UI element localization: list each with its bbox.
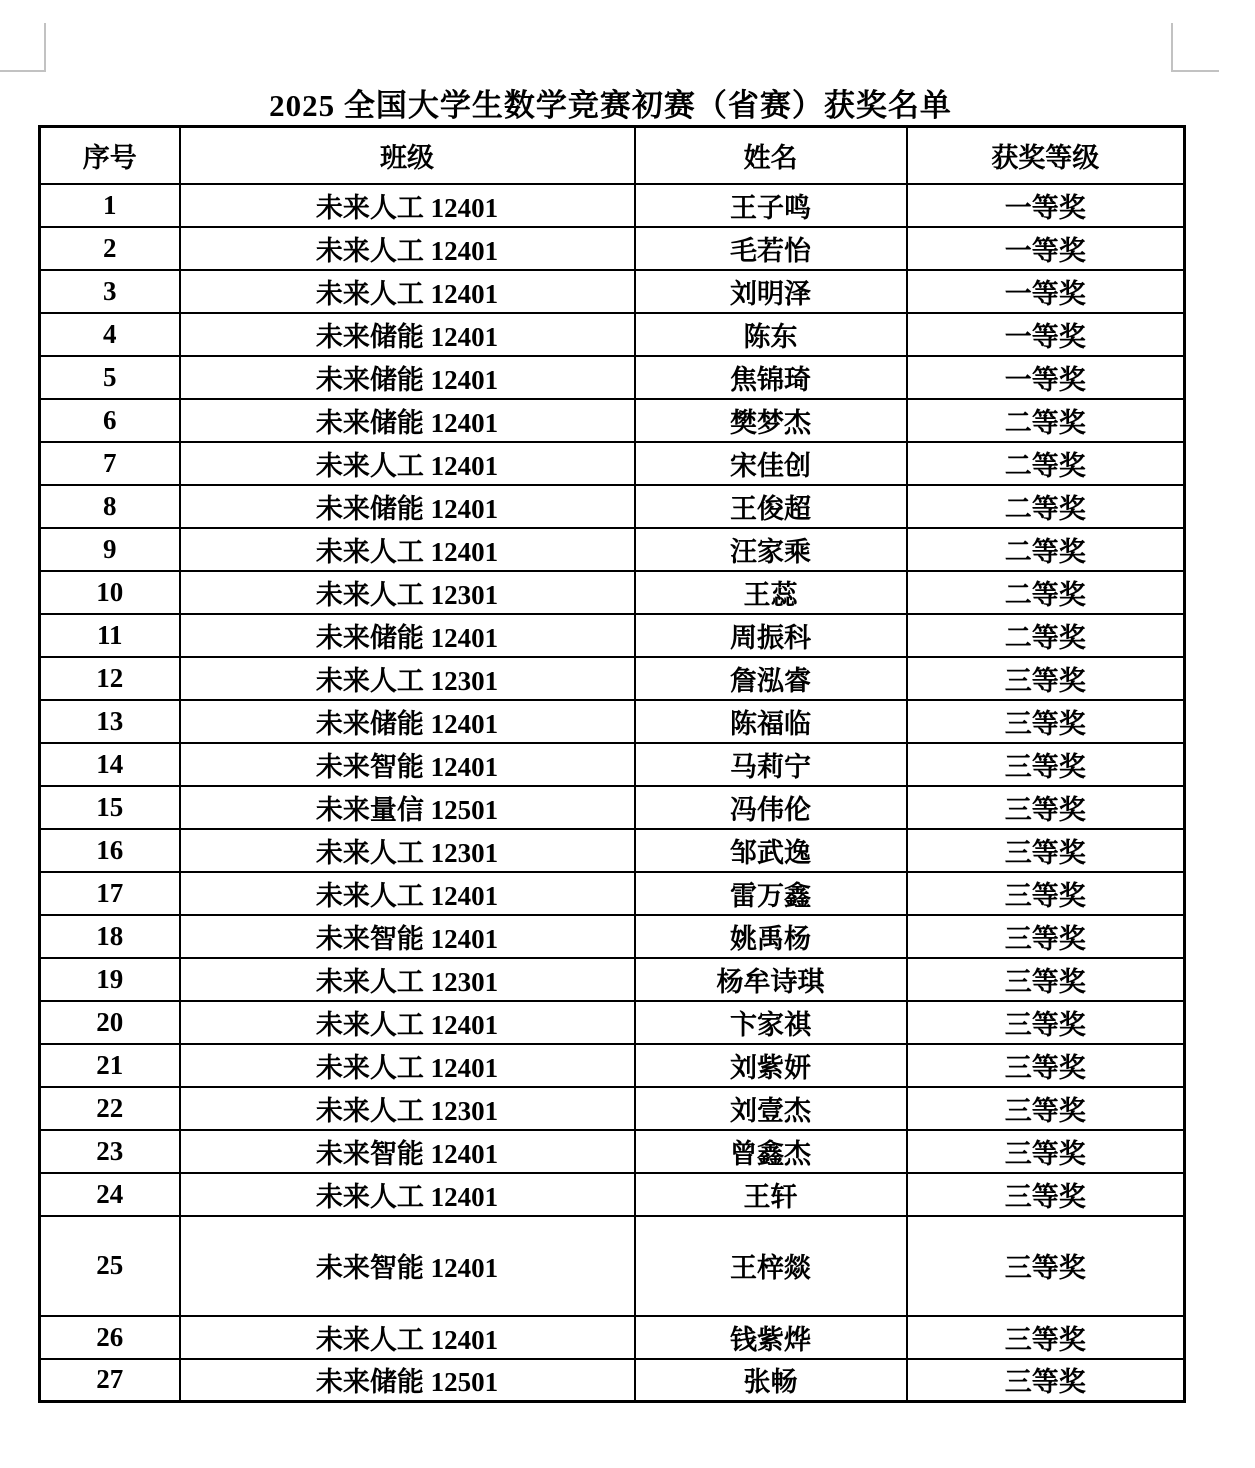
cell-name: 焦锦琦 — [635, 356, 907, 399]
cell-award: 三等奖 — [907, 1216, 1185, 1316]
award-table-body — [40, 184, 1185, 1402]
cell-name: 陈福临 — [635, 700, 907, 743]
header-cell-award: 获奖等级 — [907, 127, 1185, 184]
cell-index: 5 — [40, 356, 180, 399]
table-row — [40, 485, 1185, 528]
cell-award: 三等奖 — [907, 700, 1185, 743]
table-row — [40, 528, 1185, 571]
cell-name: 樊梦杰 — [635, 399, 907, 442]
table-row — [40, 614, 1185, 657]
cell-name: 卞家祺 — [635, 1001, 907, 1044]
cell-award: 一等奖 — [907, 356, 1185, 399]
cell-index: 10 — [40, 571, 180, 614]
table-row — [40, 270, 1185, 313]
cell-name: 王蕊 — [635, 571, 907, 614]
cell-award: 三等奖 — [907, 1087, 1185, 1130]
cell-name: 詹泓睿 — [635, 657, 907, 700]
cell-award: 一等奖 — [907, 313, 1185, 356]
header-row — [40, 127, 1185, 184]
cell-index: 25 — [40, 1216, 180, 1316]
table-row — [40, 829, 1185, 872]
cell-award: 三等奖 — [907, 872, 1185, 915]
cell-index: 6 — [40, 399, 180, 442]
cell-index: 18 — [40, 915, 180, 958]
table-row — [40, 1130, 1185, 1173]
cell-index: 15 — [40, 786, 180, 829]
document-title: 2025 全国大学生数学竞赛初赛（省赛）获奖名单 — [269, 88, 952, 123]
cell-name: 王俊超 — [635, 485, 907, 528]
cell-name: 曾鑫杰 — [635, 1130, 907, 1173]
cell-class: 未来智能 12401 — [180, 915, 635, 958]
cell-name: 刘紫妍 — [635, 1044, 907, 1087]
table-row — [40, 356, 1185, 399]
cell-index: 27 — [40, 1359, 180, 1402]
table-row — [40, 1216, 1185, 1316]
table-row — [40, 399, 1185, 442]
cell-class: 未来人工 12401 — [180, 1173, 635, 1216]
cell-index: 1 — [40, 184, 180, 227]
cell-name: 陈东 — [635, 313, 907, 356]
cell-class: 未来人工 12301 — [180, 829, 635, 872]
cell-class: 未来储能 12401 — [180, 356, 635, 399]
header-cell-index: 序号 — [40, 127, 180, 184]
cell-award: 一等奖 — [907, 184, 1185, 227]
cell-award: 二等奖 — [907, 485, 1185, 528]
table-row — [40, 1087, 1185, 1130]
cell-award: 三等奖 — [907, 829, 1185, 872]
cell-name: 张畅 — [635, 1359, 907, 1402]
cell-award: 三等奖 — [907, 1001, 1185, 1044]
cell-award: 二等奖 — [907, 399, 1185, 442]
cell-class: 未来人工 12401 — [180, 528, 635, 571]
cell-award: 二等奖 — [907, 442, 1185, 485]
cell-name: 宋佳创 — [635, 442, 907, 485]
cell-class: 未来人工 12301 — [180, 657, 635, 700]
table-row — [40, 700, 1185, 743]
cell-award: 三等奖 — [907, 1044, 1185, 1087]
cell-index: 9 — [40, 528, 180, 571]
award-table-header — [40, 127, 1185, 184]
cell-class: 未来人工 12401 — [180, 1044, 635, 1087]
table-row — [40, 227, 1185, 270]
cell-class: 未来人工 12301 — [180, 571, 635, 614]
cell-name: 马莉宁 — [635, 743, 907, 786]
cell-name: 刘壹杰 — [635, 1087, 907, 1130]
cell-award: 三等奖 — [907, 786, 1185, 829]
cell-index: 19 — [40, 958, 180, 1001]
table-row — [40, 442, 1185, 485]
table-row — [40, 915, 1185, 958]
cell-index: 13 — [40, 700, 180, 743]
cell-name: 杨牟诗琪 — [635, 958, 907, 1001]
cell-index: 26 — [40, 1316, 180, 1359]
cell-class: 未来储能 12401 — [180, 399, 635, 442]
table-row — [40, 1359, 1185, 1402]
cell-class: 未来储能 12501 — [180, 1359, 635, 1402]
cell-class: 未来人工 12401 — [180, 270, 635, 313]
cell-class: 未来人工 12301 — [180, 958, 635, 1001]
table-row — [40, 872, 1185, 915]
cell-class: 未来智能 12401 — [180, 743, 635, 786]
cell-index: 3 — [40, 270, 180, 313]
cell-award: 三等奖 — [907, 1316, 1185, 1359]
cell-class: 未来储能 12401 — [180, 700, 635, 743]
cell-award: 二等奖 — [907, 614, 1185, 657]
cell-award: 三等奖 — [907, 743, 1185, 786]
cell-index: 21 — [40, 1044, 180, 1087]
cell-name: 姚禹杨 — [635, 915, 907, 958]
cell-name: 邹武逸 — [635, 829, 907, 872]
cell-award: 三等奖 — [907, 657, 1185, 700]
cell-name: 雷万鑫 — [635, 872, 907, 915]
cell-class: 未来人工 12401 — [180, 227, 635, 270]
cell-award: 三等奖 — [907, 1359, 1185, 1402]
cell-class: 未来人工 12301 — [180, 1087, 635, 1130]
table-row — [40, 743, 1185, 786]
cell-name: 周振科 — [635, 614, 907, 657]
page-margin-mark-top-right-horizontal — [1171, 70, 1219, 72]
table-row — [40, 657, 1185, 700]
cell-award: 二等奖 — [907, 528, 1185, 571]
cell-class: 未来智能 12401 — [180, 1216, 635, 1316]
table-row — [40, 184, 1185, 227]
cell-class: 未来人工 12401 — [180, 1001, 635, 1044]
cell-name: 钱紫烨 — [635, 1316, 907, 1359]
cell-class: 未来人工 12401 — [180, 184, 635, 227]
header-cell-class: 班级 — [180, 127, 635, 184]
cell-class: 未来储能 12401 — [180, 614, 635, 657]
cell-index: 22 — [40, 1087, 180, 1130]
cell-class: 未来智能 12401 — [180, 1130, 635, 1173]
cell-index: 2 — [40, 227, 180, 270]
cell-index: 4 — [40, 313, 180, 356]
cell-index: 16 — [40, 829, 180, 872]
cell-index: 24 — [40, 1173, 180, 1216]
cell-award: 三等奖 — [907, 1130, 1185, 1173]
table-row — [40, 958, 1185, 1001]
cell-index: 12 — [40, 657, 180, 700]
table-row — [40, 786, 1185, 829]
cell-class: 未来储能 12401 — [180, 313, 635, 356]
table-row — [40, 1316, 1185, 1359]
cell-index: 20 — [40, 1001, 180, 1044]
cell-class: 未来储能 12401 — [180, 485, 635, 528]
cell-class: 未来量信 12501 — [180, 786, 635, 829]
cell-index: 14 — [40, 743, 180, 786]
cell-name: 毛若怡 — [635, 227, 907, 270]
page-margin-mark-top-right-vertical — [1171, 23, 1173, 72]
table-row — [40, 1173, 1185, 1216]
table-row — [40, 1001, 1185, 1044]
cell-name: 刘明泽 — [635, 270, 907, 313]
cell-name: 王轩 — [635, 1173, 907, 1216]
cell-name: 王梓燚 — [635, 1216, 907, 1316]
table-row — [40, 313, 1185, 356]
cell-award: 一等奖 — [907, 227, 1185, 270]
cell-index: 17 — [40, 872, 180, 915]
table-row — [40, 1044, 1185, 1087]
page-margin-mark-top-left-vertical — [44, 23, 46, 72]
cell-index: 7 — [40, 442, 180, 485]
cell-award: 二等奖 — [907, 571, 1185, 614]
cell-class: 未来人工 12401 — [180, 872, 635, 915]
cell-award: 三等奖 — [907, 915, 1185, 958]
cell-class: 未来人工 12401 — [180, 442, 635, 485]
cell-name: 王子鸣 — [635, 184, 907, 227]
cell-name: 汪家乘 — [635, 528, 907, 571]
cell-award: 一等奖 — [907, 270, 1185, 313]
page-margin-mark-top-left-horizontal — [0, 70, 46, 72]
cell-name: 冯伟伦 — [635, 786, 907, 829]
cell-award: 三等奖 — [907, 958, 1185, 1001]
cell-index: 23 — [40, 1130, 180, 1173]
cell-index: 11 — [40, 614, 180, 657]
cell-class: 未来人工 12401 — [180, 1316, 635, 1359]
award-table — [38, 125, 1186, 1403]
header-cell-name: 姓名 — [635, 127, 907, 184]
cell-award: 三等奖 — [907, 1173, 1185, 1216]
cell-index: 8 — [40, 485, 180, 528]
table-row — [40, 571, 1185, 614]
